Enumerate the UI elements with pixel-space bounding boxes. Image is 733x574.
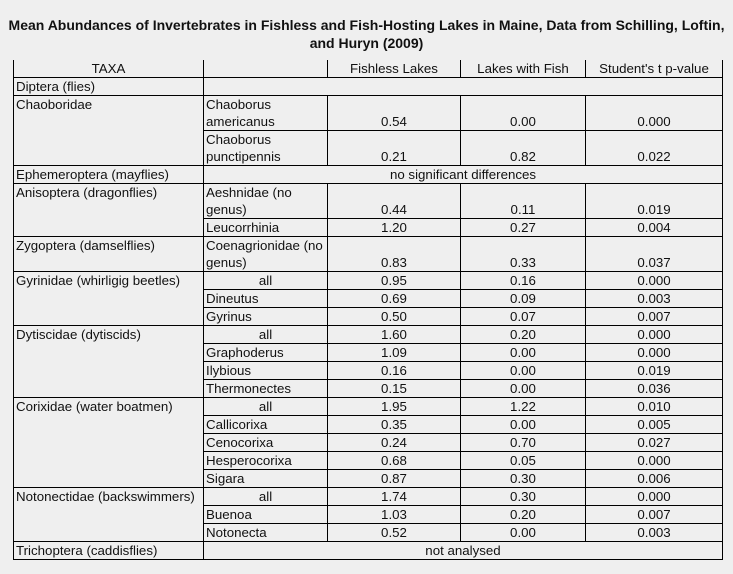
subtaxon-cell: Ilybious xyxy=(204,362,328,380)
subtaxon-cell: Buenoa xyxy=(204,506,328,524)
taxon-cell: Anisoptera (dragonflies) xyxy=(14,184,204,237)
pvalue: 0.019 xyxy=(586,362,723,380)
pvalue: 0.007 xyxy=(586,308,723,326)
taxon-cell: Zygoptera (damselflies) xyxy=(14,237,204,272)
taxon-cell: Ephemeroptera (mayflies) xyxy=(14,166,204,184)
fish-value: 0.00 xyxy=(461,380,586,398)
subtaxon-cell: Leucorrhinia xyxy=(204,219,328,237)
fishless-value: 0.44 xyxy=(328,184,461,219)
fish-value: 0.11 xyxy=(461,184,586,219)
subtaxon-cell: Sigara xyxy=(204,470,328,488)
fish-value: 0.00 xyxy=(461,524,586,542)
header-fishless: Fishless Lakes xyxy=(328,60,461,78)
table-row xyxy=(14,237,723,272)
fish-value: 0.00 xyxy=(461,416,586,434)
subtaxon-cell: Graphoderus xyxy=(204,344,328,362)
pvalue: 0.000 xyxy=(586,272,723,290)
subtaxon-cell: Notonecta xyxy=(204,524,328,542)
pvalue: 0.000 xyxy=(586,452,723,470)
note-cell: no significant differences xyxy=(204,166,723,184)
group-row xyxy=(14,166,723,184)
pvalue: 0.037 xyxy=(586,237,723,272)
header-pvalue: Student's t p-value xyxy=(586,60,723,78)
fishless-value: 1.09 xyxy=(328,344,461,362)
abundance-table xyxy=(13,60,723,560)
subtaxon-cell: Cenocorixa xyxy=(204,434,328,452)
fish-value: 0.05 xyxy=(461,452,586,470)
fishless-value: 1.03 xyxy=(328,506,461,524)
fishless-value: 1.95 xyxy=(328,398,461,416)
fishless-value: 0.95 xyxy=(328,272,461,290)
pvalue: 0.000 xyxy=(586,344,723,362)
fishless-value: 0.83 xyxy=(328,237,461,272)
fish-value: 0.09 xyxy=(461,290,586,308)
subtaxon-cell: all xyxy=(204,272,328,290)
fishless-value: 1.74 xyxy=(328,488,461,506)
fishless-value: 1.20 xyxy=(328,219,461,237)
subtaxon-cell: all xyxy=(204,398,328,416)
table-title: Mean Abundances of Invertebrates in Fishless and Fish-Hosting Lakes in Maine, Data from Schilling, Loftin, and Huryn (2009) xyxy=(8,17,725,51)
taxon-cell: Notonectidae (backswimmers) xyxy=(14,488,204,542)
note-cell: not analysed xyxy=(204,542,723,560)
fishless-value: 0.24 xyxy=(328,434,461,452)
pvalue: 0.003 xyxy=(586,524,723,542)
pvalue: 0.003 xyxy=(586,290,723,308)
pvalue: 0.006 xyxy=(586,470,723,488)
fish-value: 0.00 xyxy=(461,344,586,362)
fishless-value: 0.16 xyxy=(328,362,461,380)
subtaxon-cell: all xyxy=(204,488,328,506)
fish-value: 0.33 xyxy=(461,237,586,272)
note-cell xyxy=(204,78,723,96)
group-row xyxy=(14,542,723,560)
fishless-value: 0.52 xyxy=(328,524,461,542)
header-subtaxa xyxy=(204,60,328,78)
subtaxon-cell: Hesperocorixa xyxy=(204,452,328,470)
pvalue: 0.005 xyxy=(586,416,723,434)
taxon-cell: Diptera (flies) xyxy=(14,78,204,96)
pvalue: 0.000 xyxy=(586,326,723,344)
taxon-cell: Trichoptera (caddisflies) xyxy=(14,542,204,560)
pvalue: 0.010 xyxy=(586,398,723,416)
fish-value: 0.16 xyxy=(461,272,586,290)
subtaxon-cell: Chaoborus americanus xyxy=(204,96,328,131)
pvalue: 0.027 xyxy=(586,434,723,452)
taxon-cell: Corixidae (water boatmen) xyxy=(14,398,204,488)
header-fish: Lakes with Fish xyxy=(461,60,586,78)
fish-value: 0.07 xyxy=(461,308,586,326)
table-row xyxy=(14,96,723,131)
fishless-value: 0.15 xyxy=(328,380,461,398)
fish-value: 0.00 xyxy=(461,96,586,131)
table-row xyxy=(14,272,723,290)
pvalue: 0.000 xyxy=(586,488,723,506)
subtaxon-cell: Gyrinus xyxy=(204,308,328,326)
subtaxon-cell: Dineutus xyxy=(204,290,328,308)
taxon-cell: Gyrinidae (whirligig beetles) xyxy=(14,272,204,326)
taxon-cell: Dytiscidae (dytiscids) xyxy=(14,326,204,398)
fish-value: 0.30 xyxy=(461,470,586,488)
fish-value: 0.82 xyxy=(461,131,586,166)
pvalue: 0.000 xyxy=(586,96,723,131)
table-row xyxy=(14,184,723,219)
fishless-value: 0.69 xyxy=(328,290,461,308)
fish-value: 0.00 xyxy=(461,362,586,380)
pvalue: 0.022 xyxy=(586,131,723,166)
table-row xyxy=(14,398,723,416)
pvalue: 0.019 xyxy=(586,184,723,219)
fishless-value: 0.35 xyxy=(328,416,461,434)
subtaxon-cell: Chaoborus punctipennis xyxy=(204,131,328,166)
subtaxon-cell: Coenagrionidae (no genus) xyxy=(204,237,328,272)
taxon-cell: Chaoboridae xyxy=(14,96,204,166)
subtaxon-cell: all xyxy=(204,326,328,344)
subtaxon-cell: Aeshnidae (no genus) xyxy=(204,184,328,219)
fish-value: 0.30 xyxy=(461,488,586,506)
fish-value: 0.20 xyxy=(461,326,586,344)
subtaxon-cell: Callicorixa xyxy=(204,416,328,434)
fishless-value: 0.21 xyxy=(328,131,461,166)
pvalue: 0.036 xyxy=(586,380,723,398)
fishless-value: 0.87 xyxy=(328,470,461,488)
pvalue: 0.007 xyxy=(586,506,723,524)
fish-value: 1.22 xyxy=(461,398,586,416)
group-row xyxy=(14,78,723,96)
fishless-value: 0.68 xyxy=(328,452,461,470)
fish-value: 0.27 xyxy=(461,219,586,237)
fishless-value: 1.60 xyxy=(328,326,461,344)
pvalue: 0.004 xyxy=(586,219,723,237)
header-taxa: TAXA xyxy=(14,60,204,78)
fishless-value: 0.54 xyxy=(328,96,461,131)
header-row xyxy=(14,60,723,78)
fishless-value: 0.50 xyxy=(328,308,461,326)
fish-value: 0.20 xyxy=(461,506,586,524)
fish-value: 0.70 xyxy=(461,434,586,452)
table-row xyxy=(14,488,723,506)
subtaxon-cell: Thermonectes xyxy=(204,380,328,398)
table-row xyxy=(14,326,723,344)
